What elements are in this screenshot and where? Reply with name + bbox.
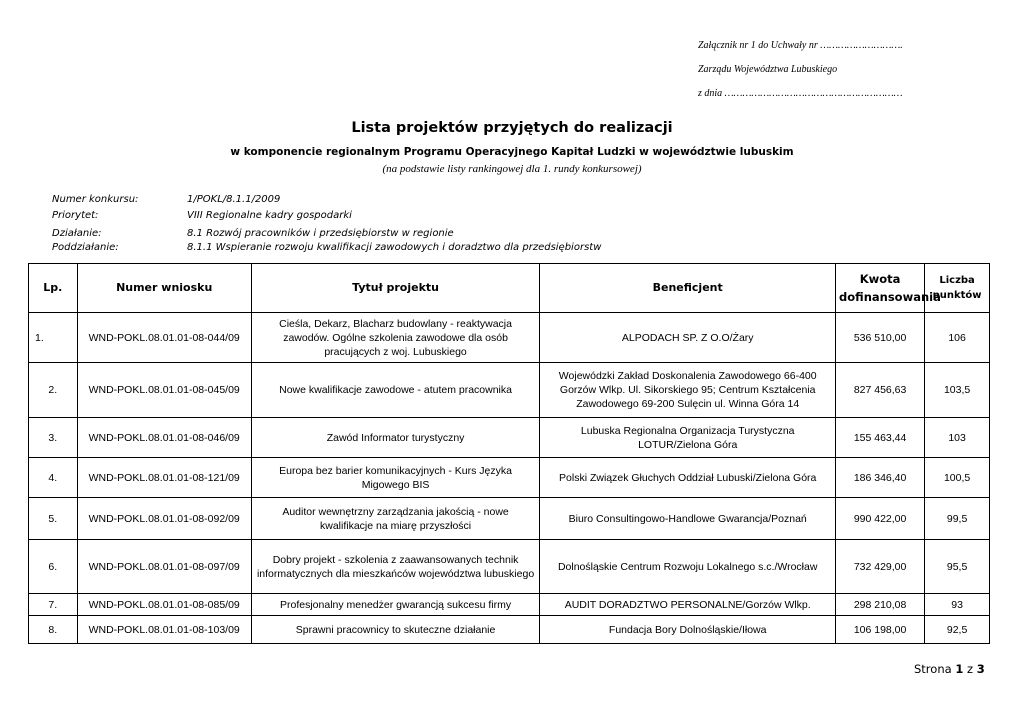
table-header-row	[29, 264, 990, 313]
cell-amount: 155 463,44	[836, 418, 925, 458]
cell-number: WND-POKL.08.01.01-08-085/09	[77, 594, 251, 616]
cell-title: Europa bez barier komunikacyjnych - Kurs Języka Migowego BIS	[251, 458, 540, 498]
header-lp: Lp.	[29, 264, 78, 313]
page-current: 1	[955, 662, 964, 676]
meta-action-label: Działanie:	[52, 228, 102, 239]
cell-amount: 732 429,00	[836, 540, 925, 594]
cell-beneficiary: Biuro Consultingowo-Handlowe Gwarancja/Poznań	[540, 498, 836, 540]
table-row	[29, 458, 990, 498]
cell-points: 92,5	[925, 616, 990, 644]
cell-beneficiary: Polski Związek Głuchych Oddział Lubuski/Zielona Góra	[540, 458, 836, 498]
projects-table	[28, 263, 990, 644]
cell-number: WND-POKL.08.01.01-08-092/09	[77, 498, 251, 540]
cell-amount: 990 422,00	[836, 498, 925, 540]
annex-line-2: Zarządu Województwa Lubuskiego	[698, 64, 838, 75]
page-note: (na podstawie listy rankingowej dla 1. rundy konkursowej)	[382, 163, 642, 175]
table-row	[29, 313, 990, 363]
meta-action-value: 8.1 Rozwój pracowników i przedsiębiorstw w regionie	[187, 228, 454, 239]
meta-priority-label: Priorytet:	[52, 210, 99, 221]
cell-beneficiary: Dolnośląskie Centrum Rozwoju Lokalnego s.c./Wrocław	[540, 540, 836, 594]
meta-subaction-label: Poddziałanie:	[52, 242, 119, 253]
table-row	[29, 363, 990, 418]
cell-number: WND-POKL.08.01.01-08-045/09	[77, 363, 251, 418]
annex-line-1: Załącznik nr 1 do Uchwały nr ……………………….	[698, 40, 903, 51]
cell-number: WND-POKL.08.01.01-08-121/09	[77, 458, 251, 498]
header-beneficiary: Beneficjent	[540, 264, 836, 313]
page-subtitle: w komponencie regionalnym Programu Operacyjnego Kapitał Ludzki w województwie lubuskim	[230, 146, 794, 158]
meta-subaction-value: 8.1.1 Wspieranie rozwoju kwalifikacji zawodowych i doradztwo dla przedsiębiorstw	[187, 242, 602, 253]
cell-points: 93	[925, 594, 990, 616]
header-amount: Kwota dofinansowania	[836, 264, 925, 313]
cell-lp: 6.	[29, 540, 78, 594]
cell-points: 106	[925, 313, 990, 363]
meta-contest-label: Numer konkursu:	[52, 194, 139, 205]
page-title: Lista projektów przyjętych do realizacji	[351, 120, 673, 136]
cell-title: Profesjonalny menedżer gwarancją sukcesu firmy	[251, 594, 540, 616]
annex-line-3: z dnia ……………………………………………………	[698, 88, 903, 99]
cell-points: 99,5	[925, 498, 990, 540]
page-number	[914, 662, 985, 676]
cell-points: 100,5	[925, 458, 990, 498]
cell-number: WND-POKL.08.01.01-08-097/09	[77, 540, 251, 594]
cell-lp: 3.	[29, 418, 78, 458]
cell-beneficiary: ALPODACH SP. Z O.O/Żary	[540, 313, 836, 363]
cell-title: Cieśla, Dekarz, Blacharz budowlany - reaktywacja zawodów. Ogólne szkolenia zawodowe dla osób pracujących z woj. Lubuskiego	[251, 313, 540, 363]
cell-lp: 8.	[29, 616, 78, 644]
cell-title: Sprawni pracownicy to skuteczne działanie	[251, 616, 540, 644]
cell-amount: 298 210,08	[836, 594, 925, 616]
table-row	[29, 498, 990, 540]
cell-beneficiary: Wojewódzki Zakład Doskonalenia Zawodowego 66-400 Gorzów Wlkp. Ul. Sikorskiego 95; Centrum Kształcenia Zawodowego 69-200 Sulęcin ul. Winna Góra 14	[540, 363, 836, 418]
cell-number: WND-POKL.08.01.01-08-046/09	[77, 418, 251, 458]
header-title: Tytuł projektu	[251, 264, 540, 313]
cell-number: WND-POKL.08.01.01-08-044/09	[77, 313, 251, 363]
cell-points: 95,5	[925, 540, 990, 594]
meta-contest-value: 1/POKL/8.1.1/2009	[187, 194, 281, 205]
page-total: 3	[976, 662, 985, 676]
cell-lp: 5.	[29, 498, 78, 540]
cell-points: 103,5	[925, 363, 990, 418]
table-row	[29, 418, 990, 458]
header-number: Numer wniosku	[77, 264, 251, 313]
cell-beneficiary: Fundacja Bory Dolnośląskie/Iłowa	[540, 616, 836, 644]
cell-title: Zawód Informator turystyczny	[251, 418, 540, 458]
cell-lp: 7.	[29, 594, 78, 616]
cell-title: Nowe kwalifikacje zawodowe - atutem pracownika	[251, 363, 540, 418]
table-row	[29, 616, 990, 644]
cell-number: WND-POKL.08.01.01-08-103/09	[77, 616, 251, 644]
cell-title: Auditor wewnętrzny zarządzania jakością - nowe kwalifikacje na miarę przyszłości	[251, 498, 540, 540]
cell-amount: 536 510,00	[836, 313, 925, 363]
cell-beneficiary: Lubuska Regionalna Organizacja Turystyczna LOTUR/Zielona Góra	[540, 418, 836, 458]
cell-title: Dobry projekt - szkolenia z zaawansowanych technik informatycznych dla mieszkańców województwa lubuskiego	[251, 540, 540, 594]
page-word: Strona	[914, 662, 952, 676]
cell-points: 103	[925, 418, 990, 458]
table-row	[29, 594, 990, 616]
cell-lp: 2.	[29, 363, 78, 418]
cell-amount: 106 198,00	[836, 616, 925, 644]
cell-amount: 827 456,63	[836, 363, 925, 418]
cell-lp: 1.	[29, 313, 78, 363]
page-separator: z	[966, 662, 974, 676]
cell-lp: 4.	[29, 458, 78, 498]
header-points: Liczba punktów	[925, 264, 990, 313]
cell-amount: 186 346,40	[836, 458, 925, 498]
table-row	[29, 540, 990, 594]
meta-priority-value: VIII Regionalne kadry gospodarki	[187, 210, 352, 221]
cell-beneficiary: AUDIT DORADZTWO PERSONALNE/Gorzów Wlkp.	[540, 594, 836, 616]
